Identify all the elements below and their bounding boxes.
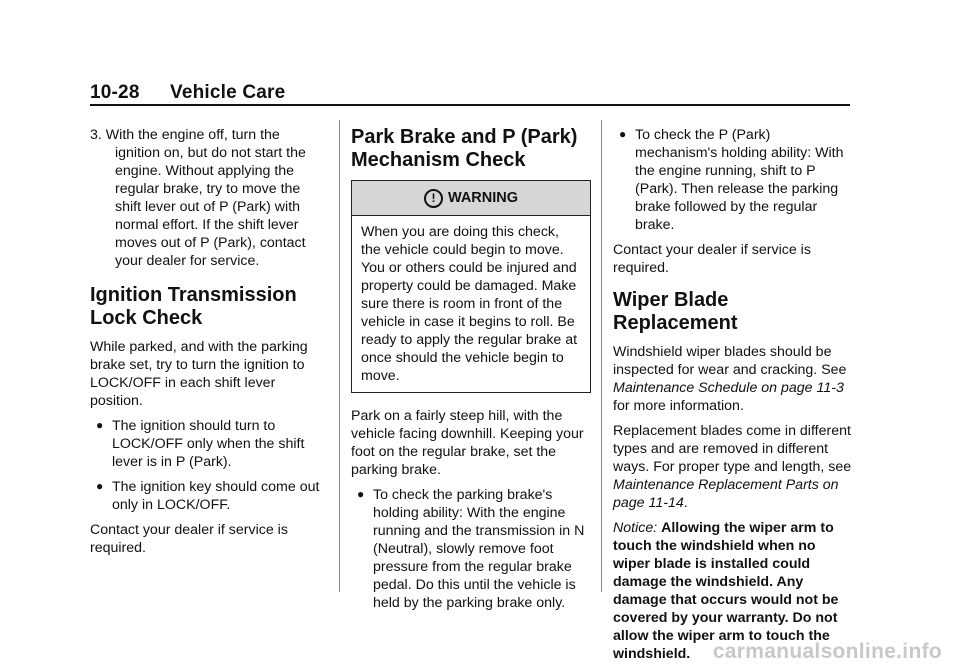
wiper-p2-text: Replacement blades come in different types and are removed in different ways. For proper type and length, see xyxy=(613,423,852,475)
warning-title: WARNING xyxy=(447,190,519,206)
section-title: Vehicle Care xyxy=(170,82,286,103)
watermark: carmanualsonline.info xyxy=(712,640,942,663)
list-item xyxy=(351,486,591,612)
column-divider-left xyxy=(339,120,340,592)
column-2 xyxy=(351,126,591,619)
bullet-text: The ignition should turn to LOCK/OFF only when the shift lever is in P (Park). xyxy=(112,418,305,470)
column-divider-right xyxy=(601,120,602,592)
list-item xyxy=(90,417,326,471)
park-brake-heading: Park Brake and P (Park) Mechanism Check xyxy=(351,126,578,171)
column-1 xyxy=(90,126,326,564)
step-3: 3. With the engine off, turn the ignition on, but do not start the engine. Without applying the regular brake, try to move the shift lever out of P (Park) with normal effort. If the shift lever moves out of P (Park), contact your dealer for service. xyxy=(90,127,306,269)
list-item xyxy=(613,126,853,234)
warning-body: When you are doing this check, the vehicle could begin to move. You or others could be injured and property could be damaged. Make sure there is room in front of the vehicle in case it begins to roll. Be ready to apply the regular brake at once should the vehicle begin to move. xyxy=(361,224,578,384)
wiper-paragraph-1 xyxy=(613,343,853,415)
bullet-icon: ● xyxy=(619,127,627,141)
wiper-p1-text: Windshield wiper blades should be inspected for wear and cracking. See xyxy=(613,344,847,378)
warning-box xyxy=(351,180,591,393)
ignition-lock-heading: Ignition Transmission Lock Check xyxy=(90,284,297,329)
bullet-text: To check the P (Park) mechanism's holding ability: With the engine running, shift to P (Park). Then release the parking brake followed by the regular brake. xyxy=(635,127,844,233)
maintenance-schedule-link[interactable]: Maintenance Schedule on page 11-3 xyxy=(613,380,844,396)
warning-circle-icon: ! xyxy=(424,189,443,208)
warning-header xyxy=(352,181,590,216)
bullet-icon: ● xyxy=(96,418,104,432)
contact-dealer-text: Contact your dealer if service is required. xyxy=(90,522,288,556)
bullet-text: The ignition key should come out only in LOCK/OFF. xyxy=(112,479,320,513)
wiper-p2-tail: . xyxy=(683,495,688,511)
notice-label: Notice: xyxy=(613,520,658,536)
column-3 xyxy=(613,126,853,670)
wiper-paragraph-2 xyxy=(613,422,853,512)
header-rule xyxy=(90,104,850,106)
list-item xyxy=(90,478,326,514)
contact-dealer-text: Contact your dealer if service is required. xyxy=(613,242,811,276)
page-number: 10-28 xyxy=(90,82,140,103)
page-header xyxy=(90,82,285,104)
ignition-lock-intro: While parked, and with the parking brake set, try to turn the ignition to LOCK/OFF in each shift lever position. xyxy=(90,339,308,409)
replacement-parts-link[interactable]: Maintenance Replacement Parts on page 11-14 xyxy=(613,477,839,511)
notice-body: Allowing the wiper arm to touch the windshield when no wiper blade is installed could damage the windshield. Any damage that occurs would not be covered by your warranty. Do not allow the wiper arm to touch the windshield. xyxy=(613,520,839,662)
park-brake-intro: Park on a fairly steep hill, with the vehicle facing downhill. Keeping your foot on the regular brake, set the parking brake. xyxy=(351,408,584,478)
bullet-icon: ● xyxy=(96,479,104,493)
bullet-text: To check the parking brake's holding ability: With the engine running and the transmission in N (Neutral), slowly remove foot pressure from the regular brake pedal. Do this until the vehicle is held by the parking brake only. xyxy=(373,487,585,611)
wiper-heading: Wiper Blade Replacement xyxy=(613,289,738,334)
bullet-icon: ● xyxy=(357,487,365,501)
wiper-p1-tail: for more information. xyxy=(613,398,744,414)
